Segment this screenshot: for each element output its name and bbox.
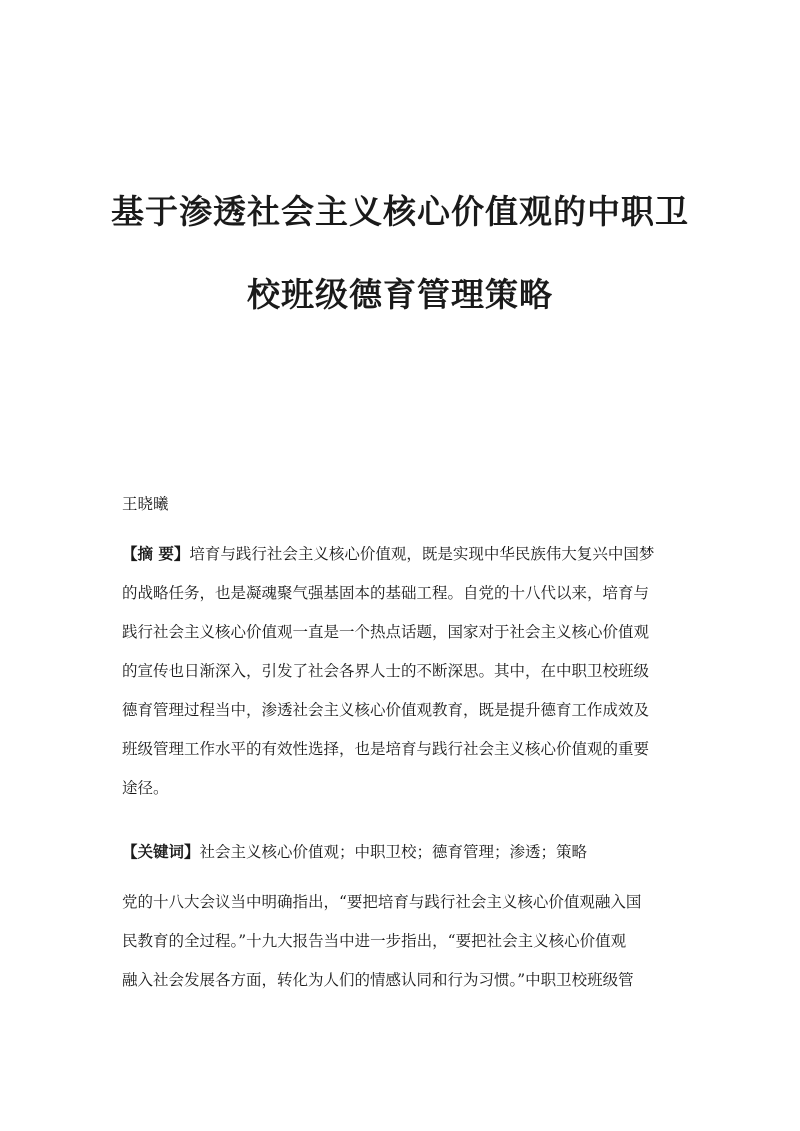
body-line-1: 党的十八大会议当中明确指出，“要把培育与践行社会主义核心价值观融入国: [122, 893, 642, 911]
abstract-line-5: 德育管理过程当中，渗透社会主义核心价值观教育，既是提升德育工作成效及: [122, 701, 650, 719]
title-line-1: 基于渗透社会主义核心价值观的中职卫: [111, 192, 689, 231]
abstract-text: 培育与践行社会主义核心价值观，既是实现中华民族伟大复兴中国梦: [189, 545, 655, 563]
body-line-3: 融入社会发展各方面，转化为人们的情感认同和行为习惯。”中职卫校班级管: [122, 971, 634, 989]
keywords-label: 【关键词】: [122, 842, 200, 861]
abstract-line-6: 班级管理工作水平的有效性选择，也是培育与践行社会主义核心价值观的重要: [122, 740, 650, 758]
abstract-line-3: 践行社会主义核心价值观一直是一个热点话题，国家对于社会主义核心价值观: [122, 623, 650, 641]
body-line-2: 民教育的全过程。”十九大报告当中进一步指出，“要把社会主义核心价值观: [122, 932, 627, 950]
keywords-text: 社会主义核心价值观；中职卫校；德育管理；渗透；策略: [199, 843, 588, 861]
abstract-line-7: 途径。: [122, 779, 169, 797]
abstract-label: 【摘 要】: [122, 544, 190, 563]
abstract-line-1: [122, 543, 682, 565]
abstract-line-4: 的宣传也日渐深入，引发了社会各界人士的不断深思。其中，在中职卫校班级: [122, 662, 650, 680]
title-line-2: 校班级德育管理策略: [247, 275, 553, 314]
abstract-line-2: 的战略任务，也是凝魂聚气强基固本的基础工程。自党的十八代以来，培育与: [122, 584, 650, 602]
keywords-line: [122, 841, 682, 863]
author-name: 王晓曦: [122, 495, 169, 513]
